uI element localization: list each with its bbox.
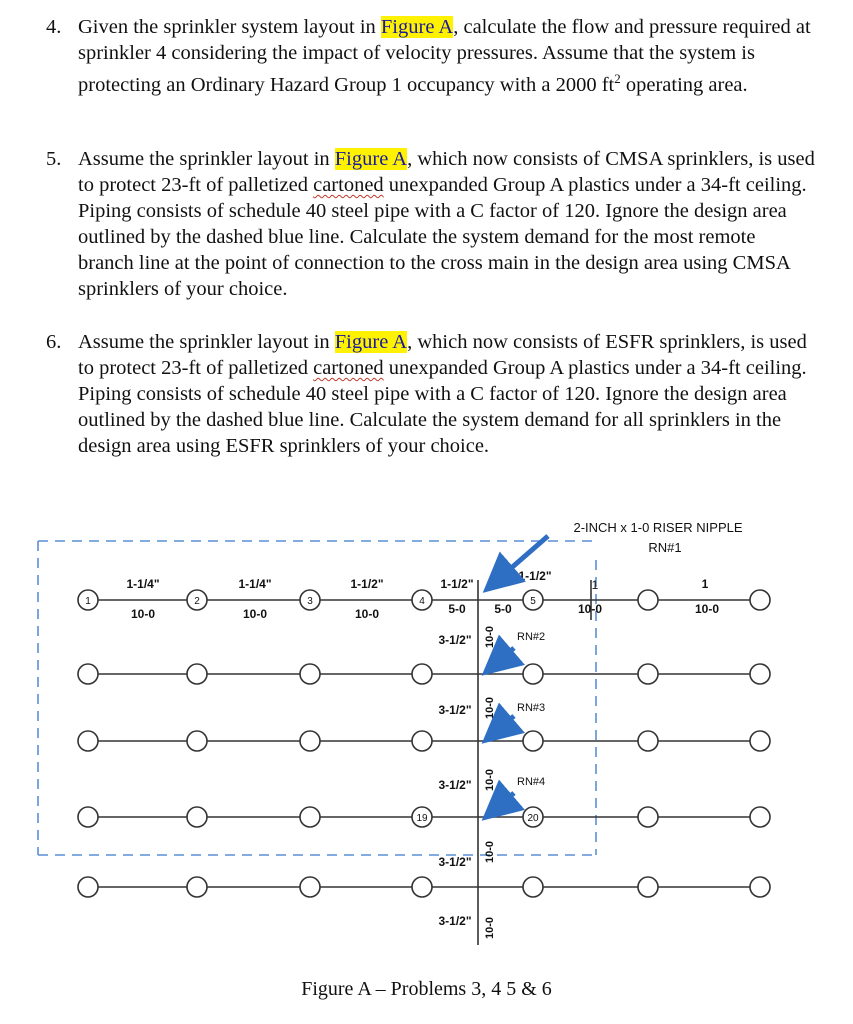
pipe-length-label: 10-0 (694, 602, 720, 616)
cross-main-length: 10-0 (484, 696, 496, 720)
spelling-flag[interactable]: cartoned (313, 174, 384, 196)
node-number: 5 (530, 596, 536, 607)
problem-4: 4. Given the sprinkler system layout in Figure A, calculate the flow and pressure required at sprinkler 4 considering the impact of velocity pressures. Assume that the system is protecting an Ordinary Hazard Group 1 occupancy with a 2000 $ft^2$ operating area. (46, 16, 811, 96)
pipe-size-label: 1-1/2" (440, 577, 474, 591)
sprinkler[interactable] (187, 877, 207, 897)
sprinkler[interactable] (300, 877, 320, 897)
pipe-length-label: 5-0 (448, 602, 466, 616)
sprinkler[interactable] (187, 664, 207, 684)
sprinkler[interactable] (638, 877, 658, 897)
figure-caption: Figure A – Problems 3, 4 5 & 6 (301, 978, 552, 1000)
sprinkler[interactable] (187, 731, 207, 751)
problem-number: 6. (46, 331, 62, 353)
design-area-outline (38, 541, 596, 855)
node-number: 1 (85, 596, 91, 607)
cross-main-size: 3-1/2" (438, 914, 472, 928)
figure-reference[interactable]: Figure A (334, 331, 408, 353)
problem-number: 5. (46, 148, 62, 170)
problem-6: 6. Assume the sprinkler layout in Figure A, which now consists of ESFR sprinklers, is used to protect 23-ft of palletized cartoned unexpanded Group A plastics under a 34-ft ceiling. Piping consists of schedule 40 steel pipe with a C factor of 120. Ignore the design area outlined by the dashed blue line. Calculate the system demand for all sprinklers in the design area using ESFR sprinklers of your choice. (46, 331, 807, 457)
riser-nipple-size: 1 (591, 578, 599, 592)
sprinkler[interactable] (750, 877, 770, 897)
node-number: 2 (194, 596, 200, 607)
pipe-length-label: 10-0 (577, 602, 603, 616)
spelling-flag[interactable]: cartoned (313, 357, 384, 379)
sprinkler[interactable] (750, 807, 770, 827)
problem-number: 4. (46, 16, 62, 38)
problem-5: 5. Assume the sprinkler layout in Figure A, which now consists of CMSA sprinklers, is used to protect 23-ft of palletized cartoned unexpanded Group A plastics under a 34-ft ceiling. Piping consists of schedule 40 steel pipe with a C factor of 120. Ignore the design area outlined by the dashed blue line. Calculate the system demand for the most remote branch line at the point of connection to the cross main in the design area using CMSA sprinklers of your choice. (46, 148, 815, 300)
cross-main-length: 10-0 (484, 840, 496, 864)
sprinkler[interactable] (300, 807, 320, 827)
pipe-length-label: 10-0 (354, 607, 380, 621)
cross-main-size: 3-1/2" (438, 633, 472, 647)
figure-reference[interactable]: Figure A (380, 16, 454, 38)
pipe-length-label: 10-0 (130, 607, 156, 621)
sprinkler[interactable] (412, 877, 432, 897)
pipe-size-label: 1-1/2" (350, 577, 384, 591)
node-number: 3 (307, 596, 313, 607)
sprinkler[interactable] (638, 664, 658, 684)
sprinkler[interactable] (412, 731, 432, 751)
pipe-size-label: 1-1/2" (518, 569, 552, 583)
sprinkler[interactable] (412, 664, 432, 684)
sprinkler[interactable] (638, 590, 658, 610)
sprinkler[interactable] (638, 731, 658, 751)
riser-label: RN#1 (648, 540, 682, 555)
cross-main-length: 10-0 (484, 916, 496, 940)
sprinkler[interactable] (638, 807, 658, 827)
sprinkler[interactable] (187, 807, 207, 827)
cross-main-length: 10-0 (484, 625, 496, 649)
pipe-length-label: 10-0 (242, 607, 268, 621)
node-number: 19 (416, 813, 428, 824)
pipe-size-label: 1 (701, 577, 709, 591)
sprinklers (78, 590, 770, 897)
cross-main-length: 10-0 (484, 768, 496, 792)
sprinkler[interactable] (523, 664, 543, 684)
cross-main-size: 3-1/2" (438, 778, 472, 792)
sprinkler[interactable] (78, 731, 98, 751)
riser-label: 2-INCH x 1-0 RISER NIPPLE (573, 520, 743, 535)
sprinkler[interactable] (750, 664, 770, 684)
node-number: 4 (419, 596, 425, 607)
pipe-size-label: 1-1/4" (126, 577, 160, 591)
cross-main-size: 3-1/2" (438, 703, 472, 717)
sprinkler[interactable] (523, 731, 543, 751)
riser-nipple-label: RN#3 (517, 702, 546, 714)
sprinkler-layout-figure (0, 500, 853, 970)
sprinkler[interactable] (300, 664, 320, 684)
riser-nipple-label: RN#4 (517, 776, 546, 788)
node-number: 20 (527, 813, 539, 824)
cross-main-size: 3-1/2" (438, 855, 472, 869)
pipe-size-label: 1-1/4" (238, 577, 272, 591)
sprinkler[interactable] (78, 877, 98, 897)
sprinkler[interactable] (300, 731, 320, 751)
sprinkler[interactable] (78, 807, 98, 827)
sprinkler[interactable] (523, 877, 543, 897)
riser-nipple-label: RN#2 (517, 631, 546, 643)
sprinkler[interactable] (750, 731, 770, 751)
sprinkler[interactable] (750, 590, 770, 610)
sprinkler[interactable] (78, 664, 98, 684)
pipe-length-label: 5-0 (494, 602, 512, 616)
figure-reference[interactable]: Figure A (334, 148, 408, 170)
